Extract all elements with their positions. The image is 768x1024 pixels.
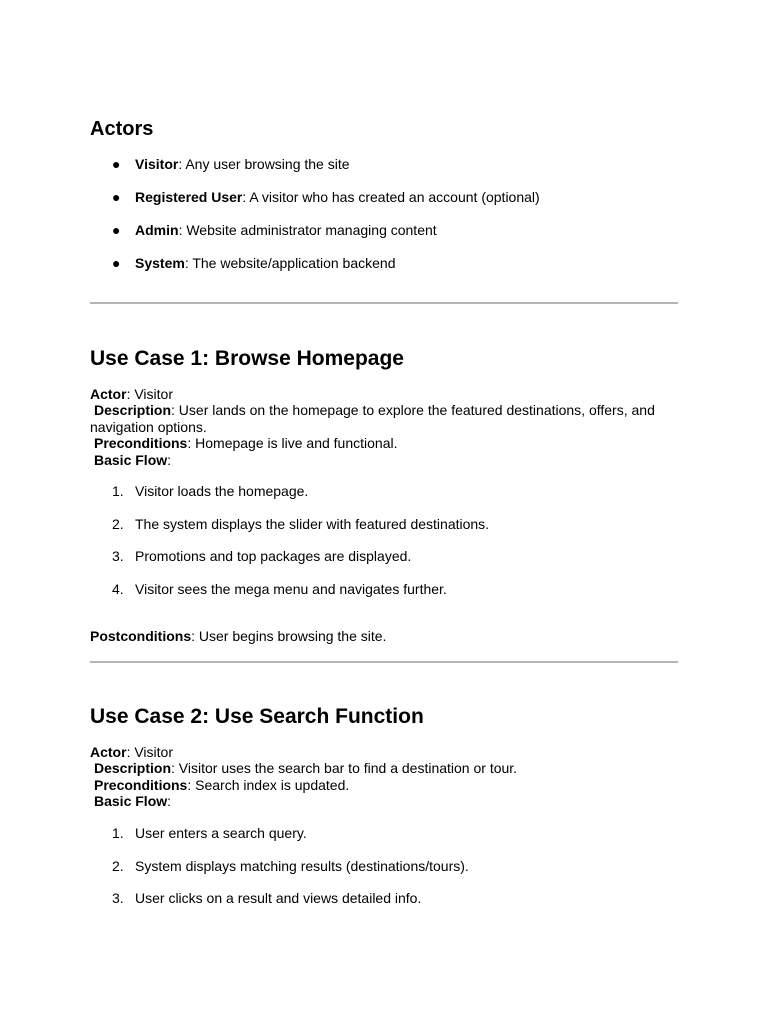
actor-description: Any user browsing the site [185, 156, 350, 172]
preconditions-line [90, 435, 678, 451]
use-case-1-steps [90, 483, 489, 614]
preconditions-label: Preconditions [94, 776, 188, 793]
actor-value: : Visitor [126, 744, 173, 760]
actor-description: The website/application backend [192, 255, 396, 271]
bullet-icon: ● [112, 222, 121, 238]
basic-flow-sep: : [167, 451, 172, 468]
list-item [90, 255, 540, 288]
use-case-1-meta [90, 386, 678, 468]
list-item [90, 581, 489, 614]
preconditions-line [90, 777, 678, 793]
list-item [90, 890, 469, 923]
step-text: Visitor loads the homepage. [135, 483, 309, 499]
basic-flow-sep: : [167, 793, 172, 810]
list-item [90, 858, 469, 891]
postconditions-label: Postconditions [90, 628, 192, 644]
description-value: : Visitor uses the search bar to find a destination or tour. [171, 760, 518, 777]
horizontal-rule [90, 302, 678, 304]
step-number: 1. [112, 483, 124, 499]
preconditions-label: Preconditions [94, 435, 188, 452]
preconditions-value: : Search index is updated. [187, 776, 350, 793]
actor-label: Actor [90, 386, 127, 402]
list-item [90, 189, 540, 222]
actor-term: Admin [135, 222, 179, 238]
use-case-2-steps [90, 825, 469, 923]
horizontal-rule [90, 661, 678, 663]
description-value: : User lands on the homepage to explore the featured destinations, offers, and [171, 402, 655, 419]
description-line [90, 402, 678, 418]
actor-sep: : [242, 189, 250, 205]
list-item [90, 516, 489, 549]
use-case-1-heading: Use Case 1: Browse Homepage [90, 347, 404, 370]
step-text: The system displays the slider with featured destinations. [135, 515, 490, 532]
postconditions-line [90, 628, 386, 645]
step-number: 2. [112, 515, 124, 532]
step-text: Promotions and top packages are displayed. [135, 548, 412, 565]
description-label: Description [94, 760, 172, 777]
actors-list [90, 156, 540, 288]
actors-heading: Actors [90, 118, 154, 140]
basic-flow-line [90, 793, 678, 809]
actor-sep: : [184, 255, 193, 271]
actor-term: System [135, 255, 185, 271]
list-item [90, 548, 489, 581]
description-line [90, 760, 678, 776]
description-label: Description [94, 402, 172, 419]
actor-sep: : [178, 222, 187, 238]
preconditions-value: : Homepage is live and functional. [187, 435, 398, 452]
step-text: Visitor sees the mega menu and navigates further. [135, 581, 447, 598]
actor-value: : Visitor [126, 386, 173, 402]
basic-flow-line [90, 452, 678, 468]
actor-label: Actor [90, 744, 127, 760]
step-number: 2. [112, 857, 124, 874]
step-text: System displays matching results (destinations/tours). [135, 857, 469, 874]
list-item [90, 222, 540, 255]
step-text: User enters a search query. [135, 825, 307, 841]
step-number: 3. [112, 548, 124, 565]
list-item [90, 483, 489, 516]
postconditions-value: : User begins browsing the site. [191, 628, 387, 644]
description-line-cont: navigation options. [90, 418, 207, 435]
actor-line [90, 744, 678, 760]
actor-description: Website administrator managing content [186, 222, 437, 238]
bullet-icon: ● [112, 255, 121, 271]
basic-flow-label: Basic Flow [94, 451, 168, 468]
actor-description: A visitor who has created an account (optional) [249, 189, 540, 205]
actor-line [90, 386, 678, 402]
actor-term: Registered User [135, 189, 243, 205]
list-item [90, 156, 540, 189]
list-item [90, 825, 469, 858]
step-number: 4. [112, 581, 124, 598]
step-number: 3. [112, 890, 124, 907]
actor-sep: : [178, 156, 186, 172]
actor-term: Visitor [135, 156, 179, 172]
use-case-2-heading: Use Case 2: Use Search Function [90, 705, 424, 728]
basic-flow-label: Basic Flow [94, 793, 168, 810]
step-number: 1. [112, 825, 124, 841]
bullet-icon: ● [112, 189, 121, 205]
use-case-2-meta [90, 744, 678, 810]
step-text: User clicks on a result and views detailed info. [135, 890, 422, 907]
bullet-icon: ● [112, 156, 121, 172]
